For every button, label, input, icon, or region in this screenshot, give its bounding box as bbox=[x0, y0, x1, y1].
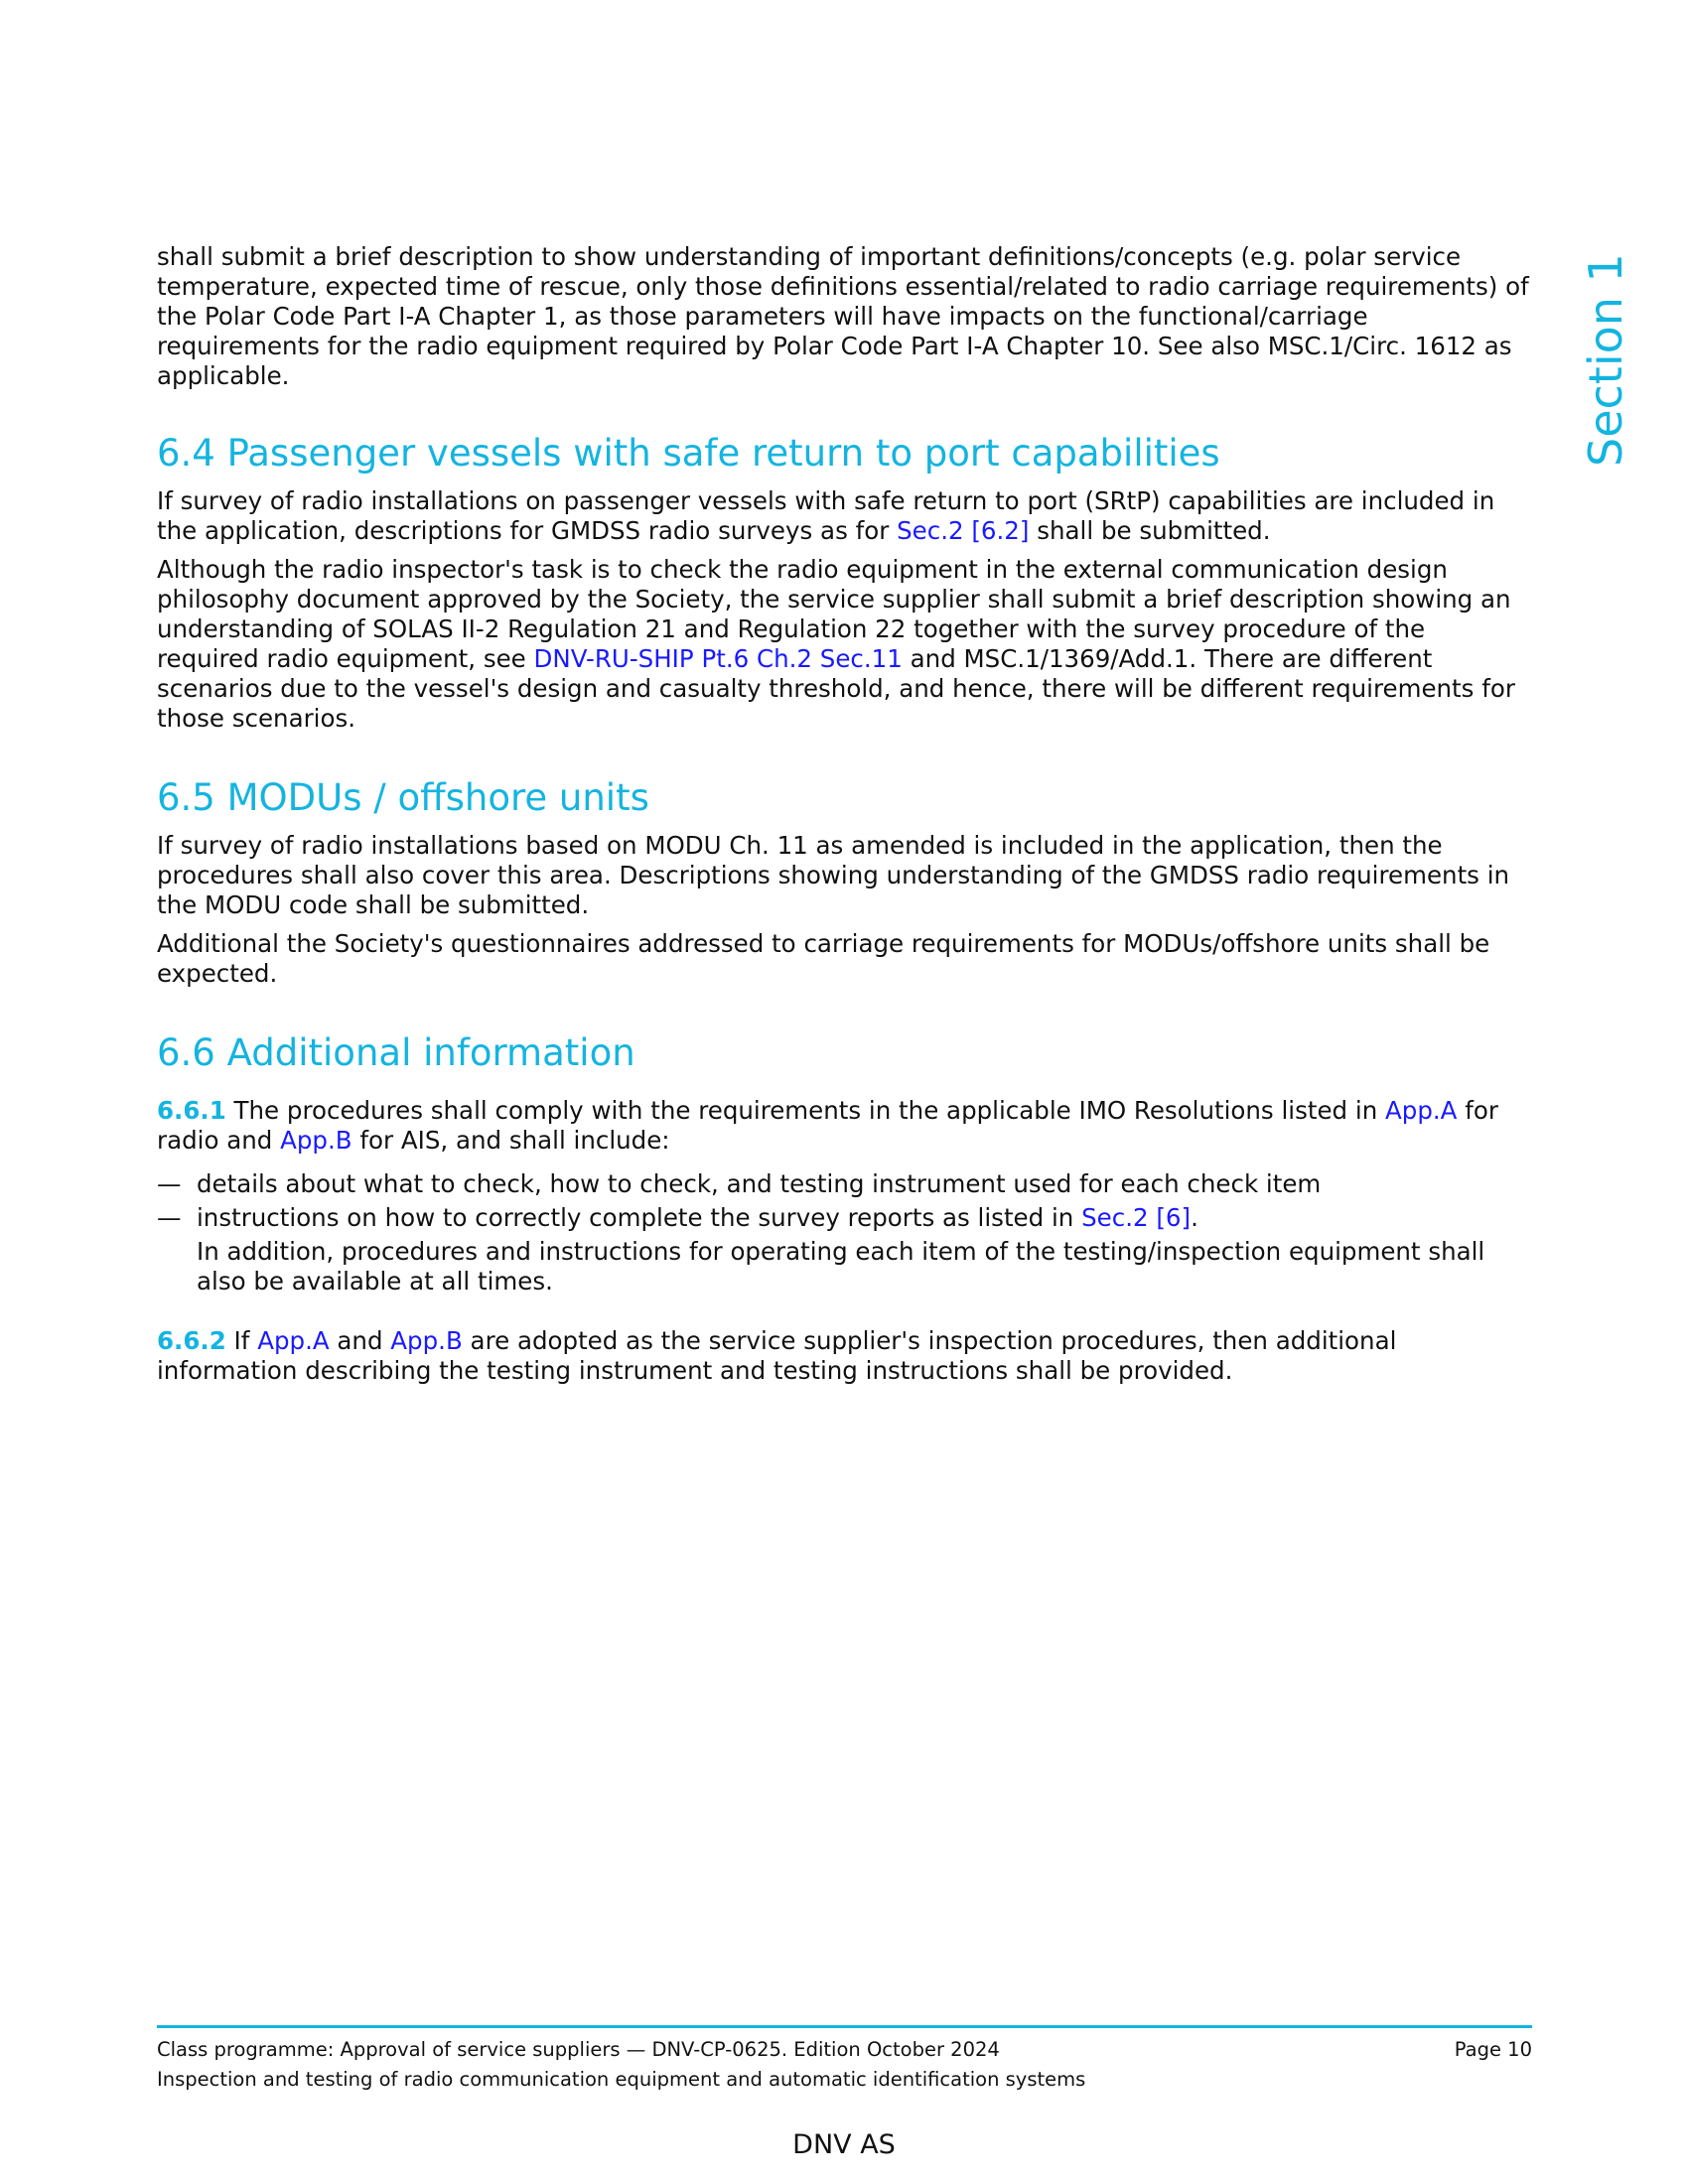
text: If bbox=[225, 1326, 258, 1355]
page-content bbox=[157, 242, 1532, 1395]
link-app-b[interactable]: App.B bbox=[390, 1326, 463, 1355]
text: If survey of radio installations on passenger vessels with safe return to port (SRtP) capabilities are included in the application, descriptions for GMDSS radio surveys as for bbox=[157, 486, 1495, 545]
section-side-label: Section 1 bbox=[1579, 253, 1632, 467]
list-item bbox=[157, 1169, 1532, 1199]
heading-6-4: 6.4 Passenger vessels with safe return to port capabilities bbox=[157, 432, 1220, 475]
text: and bbox=[329, 1326, 391, 1355]
paragraph-6-4-1 bbox=[157, 486, 1532, 546]
text: and MSC.1/1369/Add.1. There are different scenarios due to the vessel's design and casualty threshold, and hence, there will be different requirements for those scenarios. bbox=[157, 644, 1515, 733]
footer-page-number: Page 10 bbox=[1454, 2038, 1532, 2061]
clause-number: 6.6.1 bbox=[157, 1096, 226, 1125]
intro-paragraph: shall submit a brief description to show understanding of important definitions/concepts (e.g. polar service temperature, expected time of rescue, only those definitions essential/related to radio carriage requirements) of the Polar Code Part I-A Chapter 1, as those parameters will have impacts on the functional/carriage requirements for the radio equipment required by Polar Code Part I-A Chapter 10. See also MSC.1/Circ. 1612 as applicable. bbox=[157, 242, 1529, 390]
text: Although the radio inspector's task is to check the radio equipment in the external communication design philosophy document approved by the Society, the service supplier shall submit a brief description showing an understanding of SOLAS II-2 Regulation 21 and Regulation 22 together with the survey procedure of the required radio equipment, see bbox=[157, 555, 1511, 673]
text: shall be submitted. bbox=[1029, 516, 1271, 545]
text: The procedures shall comply with the requirements in the applicable IMO Resolutions listed in bbox=[225, 1096, 1386, 1125]
text: . bbox=[1191, 1203, 1198, 1232]
footer-company: DNV AS bbox=[792, 2129, 896, 2160]
paragraph-6-5-2: Additional the Society's questionnaires addressed to carriage requirements for MODUs/offshore units shall be expected. bbox=[157, 929, 1490, 988]
list-item-continuation: In addition, procedures and instructions for operating each item of the testing/inspection equipment shall also be available at all times. bbox=[197, 1237, 1485, 1296]
link-dnv-ru-ship[interactable]: DNV-RU-SHIP Pt.6 Ch.2 Sec.11 bbox=[533, 644, 903, 673]
paragraph-6-4-2 bbox=[157, 555, 1532, 734]
list-item-text: instructions on how to correctly complete the survey reports as listed in bbox=[197, 1203, 1082, 1232]
heading-6-6: 6.6 Additional information bbox=[157, 1031, 635, 1074]
footer-document-title: Class programme: Approval of service suppliers — DNV-CP-0625. Edition October 2024 bbox=[157, 2038, 1000, 2061]
clause-6-6-2 bbox=[157, 1326, 1532, 1386]
dash-marker: — bbox=[157, 1169, 182, 1198]
link-sec2-6[interactable]: Sec.2 [6] bbox=[1081, 1203, 1192, 1232]
footer-document-subtitle: Inspection and testing of radio communication equipment and automatic identification systems bbox=[157, 2068, 1086, 2091]
text: are adopted as the service supplier's inspection procedures, then additional information describing the testing instrument and testing instructions shall be provided. bbox=[157, 1326, 1397, 1385]
clause-number: 6.6.2 bbox=[157, 1326, 226, 1355]
list-item-text: details about what to check, how to check, and testing instrument used for each check item bbox=[197, 1169, 1322, 1198]
link-app-a[interactable]: App.A bbox=[257, 1326, 330, 1355]
link-app-a[interactable]: App.A bbox=[1385, 1096, 1458, 1125]
requirements-list bbox=[157, 1169, 1532, 1233]
clause-6-6-1 bbox=[157, 1096, 1532, 1156]
link-sec2-6-2[interactable]: Sec.2 [6.2] bbox=[897, 516, 1030, 545]
heading-6-5: 6.5 MODUs / offshore units bbox=[157, 776, 649, 819]
footer-divider bbox=[157, 2025, 1532, 2028]
text: for radio and bbox=[157, 1096, 1498, 1155]
paragraph-6-5-1: If survey of radio installations based on MODU Ch. 11 as amended is included in the application, then the procedures shall also cover this area. Descriptions showing understanding of the GMDSS radio requirements in the MODU code shall be submitted. bbox=[157, 831, 1510, 919]
link-app-b[interactable]: App.B bbox=[280, 1126, 352, 1155]
list-item bbox=[157, 1203, 1532, 1233]
text: for AIS, and shall include: bbox=[352, 1126, 670, 1155]
dash-marker: — bbox=[157, 1203, 182, 1232]
